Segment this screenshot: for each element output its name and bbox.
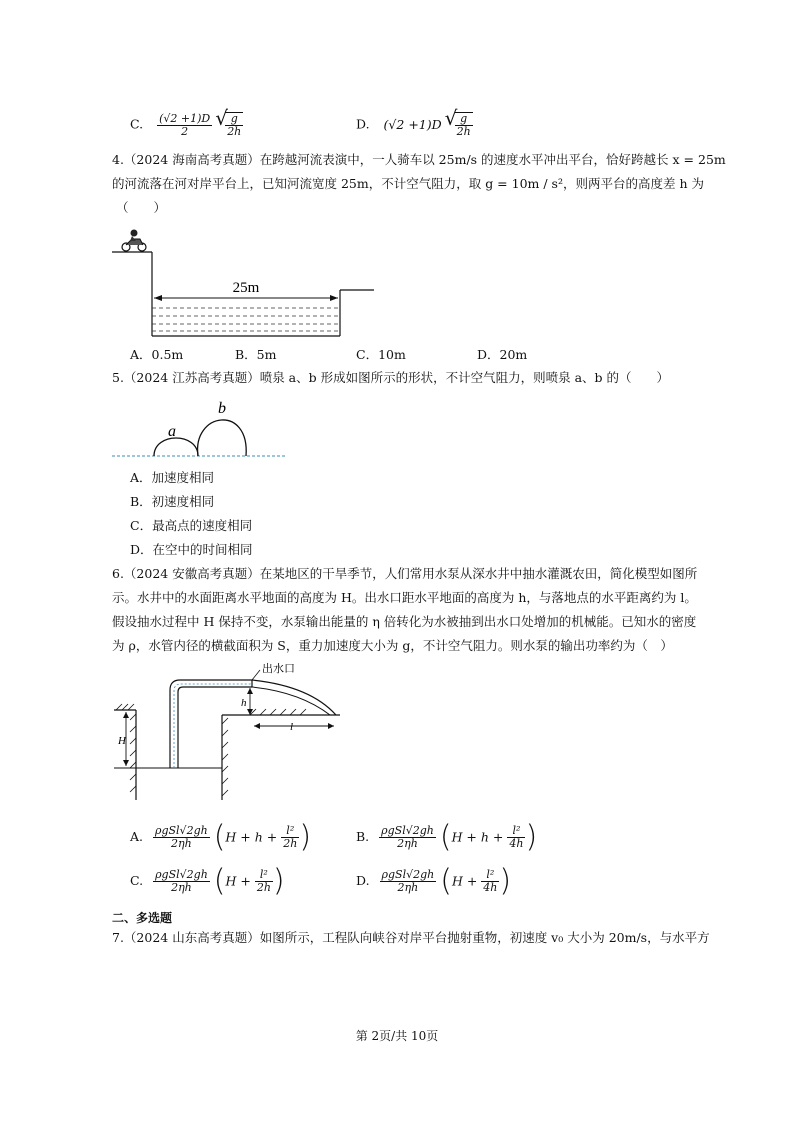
option-label: D. [356, 116, 370, 132]
q3-option-d [356, 112, 473, 138]
fraction-denominator: 2ηh [171, 837, 192, 850]
fraction-denominator: 4h [483, 881, 498, 894]
fraction-numerator: (√2 +1)D [159, 111, 211, 125]
fraction-numerator: ρgSl√2gh [381, 824, 434, 837]
fraction [481, 869, 499, 894]
fraction [379, 825, 436, 850]
fraction [455, 113, 473, 138]
section-title: 二、多选题 [112, 911, 173, 925]
sqrt [216, 112, 243, 138]
q5-stem: 5.（2024 江苏高考真题）喷泉 a、b 形成如图所示的形状，不计空气阻力，则喷泉 a、b 的（ ） [112, 370, 670, 385]
fraction [255, 869, 273, 894]
q6-H-label: H [118, 735, 126, 747]
fraction [157, 113, 212, 138]
q4-stem-line1: 4.（2024 海南高考真题）在跨越河流表演中，一人骑车以 25m/s 的速度水平冲出平台，恰好跨越长 x = 25m [112, 152, 726, 167]
fraction [153, 869, 210, 894]
sqrt [446, 112, 473, 138]
fraction-numerator: ρgSl√2gh [381, 868, 435, 881]
expression: H + [451, 873, 478, 889]
q6-option-b [356, 819, 538, 855]
q6-stem-line2: 示。水井中的水面距离水平地面的高度为 H。出水口距水平地面的高度为 h，与落地点的水平距离约为 l。 [112, 590, 697, 605]
fraction-denominator: 2 [181, 124, 189, 138]
page-number: 第 2页/共 10页 [355, 1029, 439, 1043]
q6-stem-line3: 假设抽水过程中 H 保持不变，水泵输出能量的 η 倍转化为水被抽到出水口处增加的机械能。已知水的密度 [112, 614, 697, 629]
q5-option-c: C．最高点的速度相同 [130, 518, 253, 533]
q6-option-d [356, 863, 512, 899]
q6-stem-line4: 为 ρ，水管内径的横截面积为 S，重力加速度大小为 g，不计空气阻力。则水泵的输出功率约为（ ） [112, 638, 673, 653]
q6-option-a [130, 819, 312, 855]
fraction [281, 825, 299, 850]
q6-pump-figure [110, 660, 360, 810]
expression: H + h + [451, 829, 504, 845]
fraction-denominator: 2ηh [397, 881, 419, 894]
option-label: C. [130, 116, 144, 132]
q4-option-a: A．0.5m [130, 347, 184, 362]
fraction [153, 825, 210, 850]
q5-option-a: A．加速度相同 [130, 470, 215, 485]
q6-option-c [130, 863, 285, 899]
q6-l-label: l [290, 721, 294, 733]
q4-stem-line2: 的河流落在河对岸平台上，已知河流宽度 25m，不计空气阻力，取 g = 10m / s²，则两平台的高度差 h 为 [112, 176, 704, 191]
fraction-numerator: ρgSl√2gh [155, 868, 208, 881]
fraction-denominator: 2ηh [171, 881, 192, 894]
q4-river-figure [110, 226, 380, 342]
fraction [507, 825, 525, 850]
paren-close: ) [299, 819, 312, 855]
q4-width-label: 25m [232, 280, 260, 296]
fraction-numerator: ρgSl√2gh [155, 824, 208, 837]
paren-open: ( [213, 863, 226, 899]
fraction-denominator: 2h [456, 125, 471, 138]
paren-close: ) [525, 819, 538, 855]
option-label: C. [130, 873, 144, 888]
fraction-numerator: l² [255, 869, 273, 882]
fraction-denominator: 2ηh [397, 837, 418, 850]
q4-option-b: B．5m [235, 347, 277, 362]
q4-stem-line3: （ ） [116, 200, 167, 215]
paren-open: ( [439, 819, 452, 855]
q6-h-label: h [241, 697, 247, 709]
option-label: B. [356, 829, 370, 844]
option-label: D. [356, 873, 370, 888]
q6-stem-line1: 6.（2024 安徽高考真题）在某地区的干旱季节，人们常用水泵从深水井中抽水灌溉农田，简化模型如图所 [112, 566, 698, 581]
fraction-denominator: 2h [227, 125, 242, 138]
paren-close: ) [272, 863, 285, 899]
fraction [380, 869, 437, 894]
paren-open: ( [440, 863, 452, 899]
q5-option-b: B．初速度相同 [130, 494, 215, 509]
motorcycle-icon [122, 230, 146, 252]
paren-open: ( [213, 819, 226, 855]
expression: (√2 +1)D [383, 117, 442, 132]
option-label: A. [130, 829, 144, 844]
paren-close: ) [499, 863, 512, 899]
q5-label-a: a [168, 423, 176, 440]
q5-label-b: b [218, 400, 226, 417]
fraction-numerator: l² [481, 869, 499, 882]
q3-option-c [130, 112, 243, 138]
expression: H + [225, 873, 251, 889]
fraction-denominator: 2h [283, 837, 298, 850]
q4-option-d: D．20m [477, 347, 528, 362]
q6-outlet-label: 出水口 [262, 663, 295, 675]
q5-option-d: D．在空中的时间相同 [130, 542, 253, 557]
expression: H + h + [225, 829, 278, 845]
q7-stem-line1: 7.（2024 山东高考真题）如图所示，工程队向峡谷对岸平台抛射重物，初速度 v₀ 大小为 20m/s，与水平方 [112, 930, 710, 945]
fraction-numerator: √ g [225, 113, 243, 126]
fraction-numerator: √ g [455, 113, 473, 126]
fraction-denominator: 4h [509, 837, 524, 850]
q5-fountain-figure [110, 394, 290, 464]
fraction-denominator: 2h [256, 881, 271, 894]
fraction-numerator: l² [507, 825, 525, 838]
fraction-numerator: l² [281, 825, 299, 838]
q4-option-c: C．10m [356, 347, 406, 362]
fraction [225, 113, 243, 138]
